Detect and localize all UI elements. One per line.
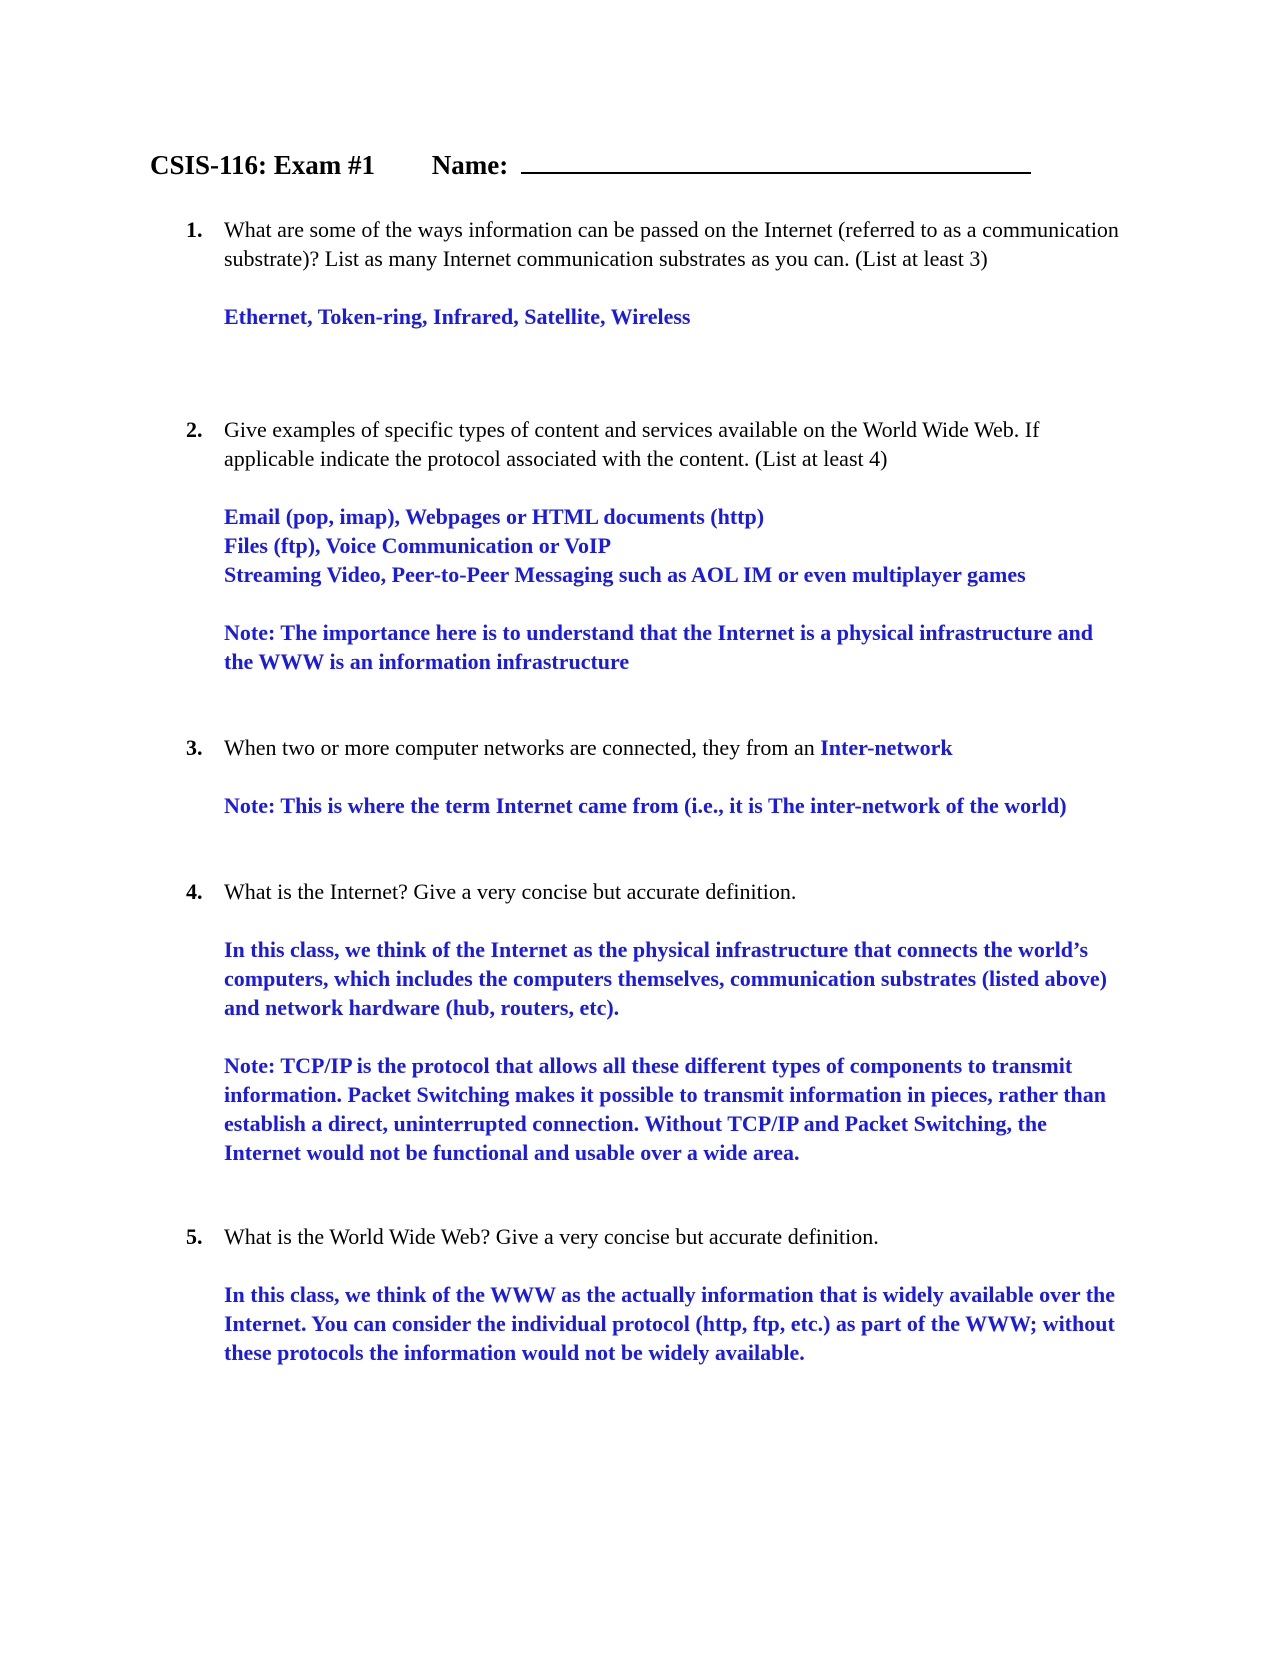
question-text: What are some of the ways information can be passed on the Internet (referred to as a communication substrate)? List as many Internet communication substrates as you can. (List at least 3) [224,217,1119,271]
question-text: What is the Internet? Give a very concise but accurate definition. [224,879,797,904]
question-text-span: When two or more computer networks are connected, they from an [224,735,821,760]
answer-line: Email (pop, imap), Webpages or HTML documents (http) [224,504,765,529]
question-number: 4. [186,879,203,904]
exam-header [150,150,1031,181]
question-number: 2. [186,417,203,442]
question-4 [186,877,1126,1167]
answer-note: Note: The importance here is to understand that the Internet is a physical infrastructure and the WWW is an information infrastructure [224,620,1093,674]
answer-text: In this class, we think of the Internet as the physical infrastructure that connects the world’s computers, which includes the computers themselves, communication substrates (listed above) and network hardware (hub, routers, etc). [224,937,1107,1020]
exam-title: CSIS-116: Exam #1 [150,150,376,180]
answer-text: Ethernet, Token-ring, Infrared, Satellite, Wireless [224,304,691,329]
name-label: Name: [431,150,515,180]
answer-note: Note: TCP/IP is the protocol that allows all these different types of components to transmit information. Packet Switching makes it possible to transmit information in pieces, rather than establish a direct, uninterrupted connection. Without TCP/IP and Packet Switching, the Internet would not be functional and usable over a wide area. [224,1053,1107,1165]
question-text: What is the World Wide Web? Give a very concise but accurate definition. [224,1224,879,1249]
question-text [224,733,1126,762]
question-5 [186,1222,1126,1367]
question-2 [186,415,1126,676]
answer-line: Streaming Video, Peer-to-Peer Messaging such as AOL IM or even multiplayer games [224,562,1026,587]
answer-text: In this class, we think of the WWW as the actually information that is widely available over the Internet. You can consider the individual protocol (http, ftp, etc.) as part of the WWW; without these protocols the information would not be widely available. [224,1282,1116,1365]
question-text: Give examples of specific types of content and services available on the World Wide Web. If applicable indicate the protocol associated with the content. (List at least 4) [224,417,1040,471]
question-number: 1. [186,217,203,242]
answer-note: Note: This is where the term Internet came from (i.e., it is The inter-network of the world) [224,793,1067,818]
question-number: 5. [186,1224,203,1249]
inline-answer: Inter-network [820,735,953,760]
question-3 [186,733,1126,820]
answer-line: Files (ftp), Voice Communication or VoIP [224,533,612,558]
question-1 [186,215,1126,331]
question-number: 3. [186,735,203,760]
name-blank-line [521,150,1031,174]
